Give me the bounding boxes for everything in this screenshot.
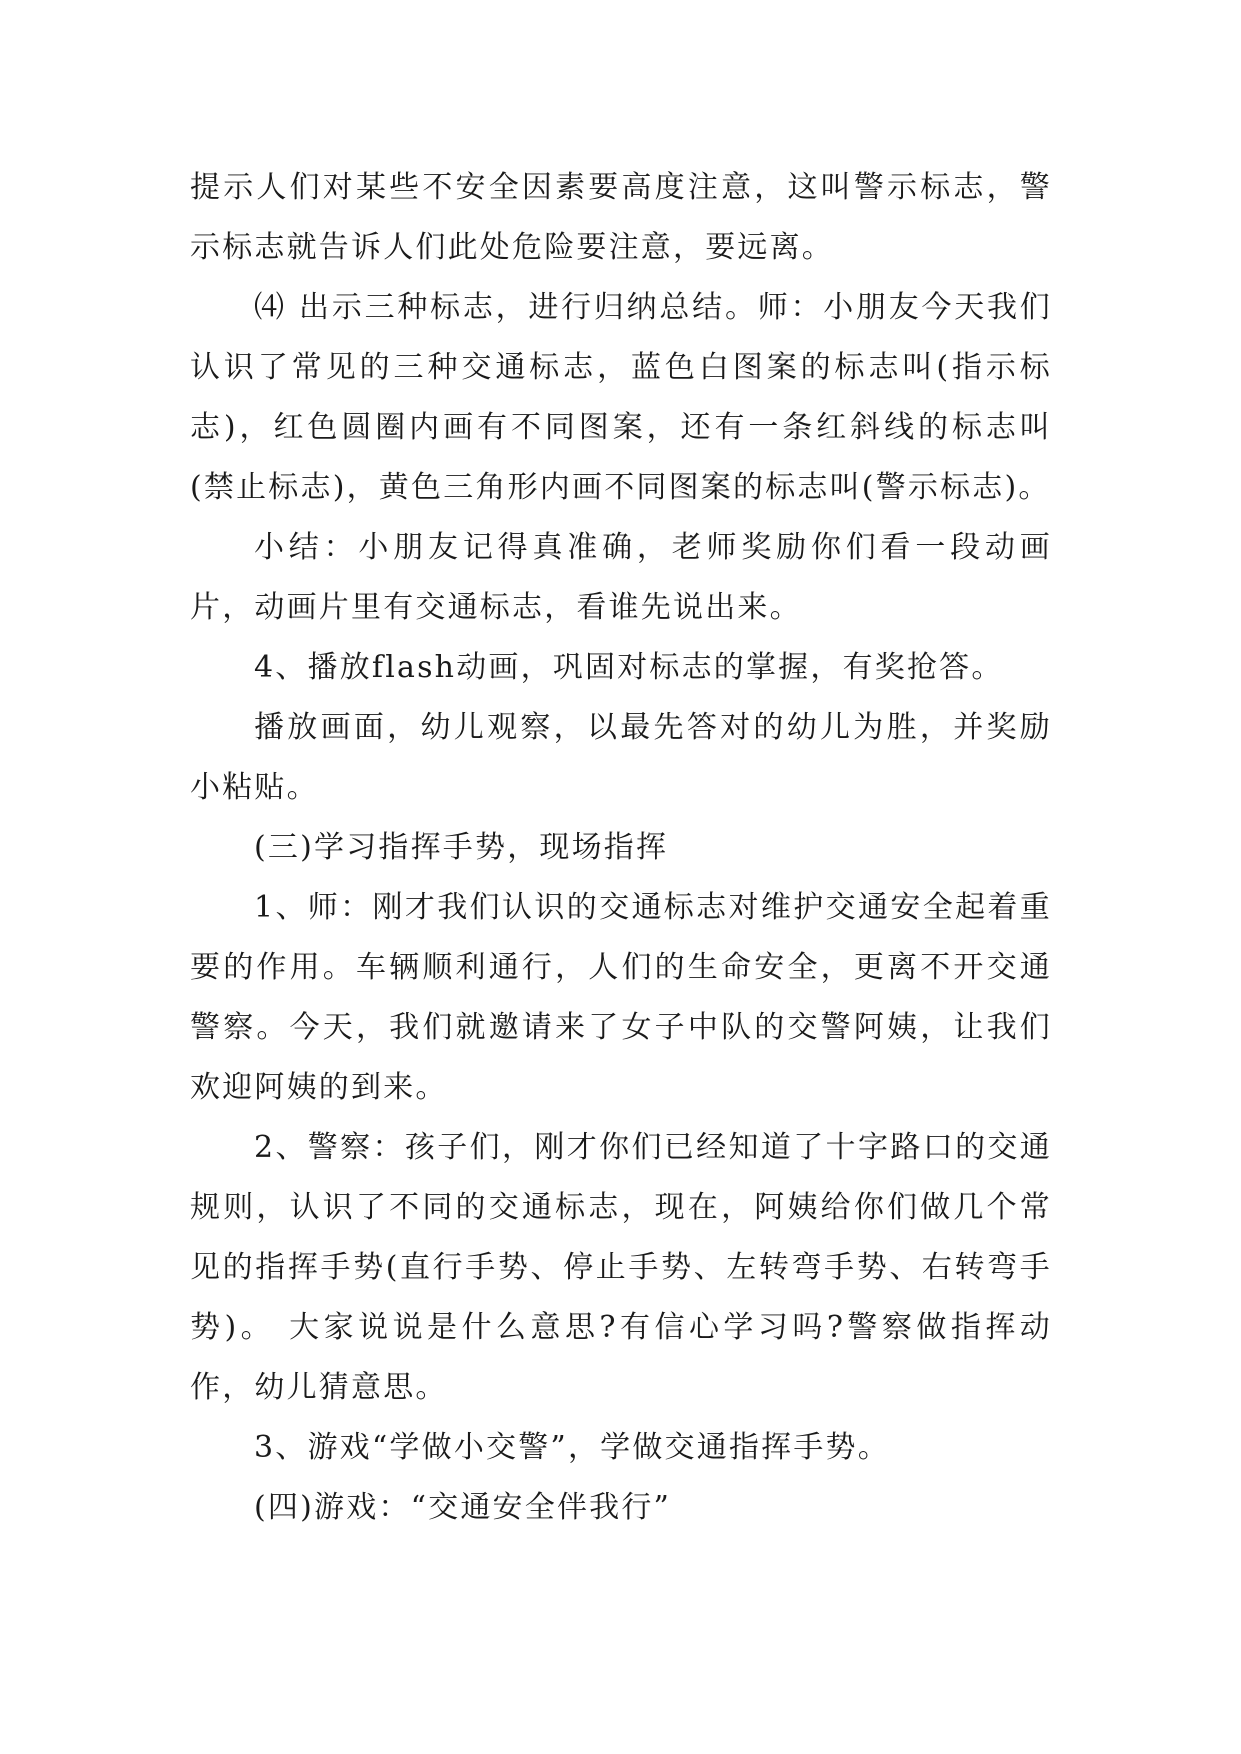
document-page [190,158,1052,1538]
section-heading-game: (四)游戏：“交通安全伴我行” [254,1490,672,1525]
paragraph-flash-animation: 4、播放flash动画，巩固对标志的掌握，有奖抢答。 [254,650,1004,685]
section-heading-gestures: (三)学习指挥手势，现场指挥 [254,830,669,865]
paragraph-teacher-intro: 1、师：刚才我们认识的交通标志对维护交通安全起着重要的作用。车辆顺利通行，人们的生命安全，更离不开交通警察。今天，我们就邀请来了女子中队的交警阿姨，让我们欢迎阿姨的到来。 [190,890,1052,1105]
paragraph-game-little-police: 3、游戏“学做小交警”，学做交通指挥手势。 [254,1430,890,1465]
paragraph-three-signs-summary: ⑷ 出示三种标志，进行归纳总结。师：小朋友今天我们认识了常见的三种交通标志，蓝色白图案的标志叫(指示标志)，红色圆圈内画有不同图案，还有一条红斜线的标志叫(禁止标志)，黄色三角形内画不同图案的标志叫(警示标志)。 [190,290,1052,505]
paragraph-play-screen: 播放画面，幼儿观察，以最先答对的幼儿为胜，并奖励小粘贴。 [190,710,1052,805]
paragraph-police-gestures: 2、警察：孩子们，刚才你们已经知道了十字路口的交通规则，认识了不同的交通标志，现在，阿姨给你们做几个常见的指挥手势(直行手势、停止手势、左转弯手势、右转弯手势)。 大家说说是什么意思?有信心学习吗?警察做指挥动作，幼儿猜意思。 [190,1130,1052,1405]
paragraph-warning-sign-continued: 提示人们对某些不安全因素要高度注意，这叫警示标志，警示标志就告诉人们此处危险要注意，要远离。 [190,170,1052,265]
paragraph-summary: 小结：小朋友记得真准确，老师奖励你们看一段动画片，动画片里有交通标志，看谁先说出来。 [190,530,1052,625]
